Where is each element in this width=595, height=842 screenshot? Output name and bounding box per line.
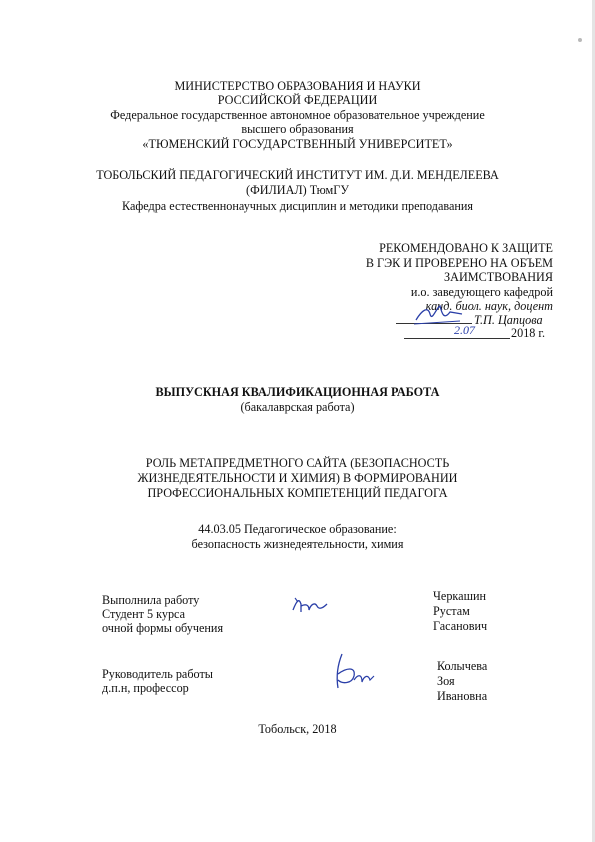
approval-position: и.о. заведующего кафедрой	[410, 285, 553, 299]
approval-date-rule	[404, 337, 510, 339]
author-given-name: Рустам	[433, 604, 470, 618]
author-study-form: очной формы обучения	[102, 621, 224, 635]
ministry-line-2: РОССИЙСКОЙ ФЕДЕРАЦИИ	[217, 93, 378, 107]
supervisor-signature	[328, 650, 380, 696]
university-name: «ТЮМЕНСКИЙ ГОСУДАРСТВЕННЫЙ УНИВЕРСИТЕТ»	[142, 137, 453, 151]
ministry-line-1: МИНИСТЕРСТВО ОБРАЗОВАНИЯ И НАУКИ	[174, 79, 421, 93]
education-level-line: высшего образования	[241, 122, 354, 136]
author-surname: Черкашин	[433, 589, 486, 603]
city-year: Тобольск, 2018	[258, 722, 337, 736]
department-name: Кафедра естественнонаучных дисциплин и методики преподавания	[121, 199, 474, 213]
thesis-title-line-2: ЖИЗНЕДЕЯТЕЛЬНОСТИ И ХИМИЯ) В ФОРМИРОВАНИИ	[137, 471, 458, 485]
approval-line-2: В ГЭК И ПРОВЕРЕНО НА ОБЪЕМ	[365, 256, 553, 270]
approval-degree: канд. биол. наук, доцент	[425, 299, 553, 313]
institute-name-line-2: (ФИЛИАЛ) ТюмГУ	[246, 183, 349, 197]
work-subtype: (бакалаврская работа)	[240, 400, 355, 414]
scan-speck	[578, 38, 582, 42]
supervisor-surname: Колычева	[437, 659, 488, 673]
approval-year: 2018 г.	[511, 326, 546, 340]
thesis-title-line-3: ПРОФЕССИОНАЛЬНЫХ КОМПЕТЕНЦИЙ ПЕДАГОГА	[147, 486, 448, 500]
approval-name: Т.П. Цапцова	[474, 313, 543, 327]
approval-line-3: ЗАИМСТВОВАНИЯ	[444, 270, 553, 284]
supervisor-role: Руководитель работы	[102, 667, 213, 681]
supervisor-degree: д.п.н, профессор	[102, 681, 189, 695]
author-signature	[289, 594, 331, 620]
thesis-title-line-1: РОЛЬ МЕТАПРЕДМЕТНОГО САЙТА (БЕЗОПАСНОСТЬ	[145, 456, 450, 470]
supervisor-given-name: Зоя	[437, 674, 455, 688]
author-role: Выполнила работу	[102, 593, 200, 607]
approval-line-1: РЕКОМЕНДОВАНО К ЗАЩИТЕ	[379, 241, 553, 255]
institute-name-line-1: ТОБОЛЬСКИЙ ПЕДАГОГИЧЕСКИЙ ИНСТИТУТ ИМ. Д.И. МЕНДЕЛЕЕВА	[96, 168, 499, 182]
specialty-line-1: 44.03.05 Педагогическое образование:	[198, 522, 397, 536]
supervisor-patronymic: Ивановна	[437, 689, 488, 703]
work-type: ВЫПУСКНАЯ КВАЛИФИКАЦИОННАЯ РАБОТА	[155, 385, 440, 399]
university-type-line: Федеральное государственное автономное образовательное учреждение	[110, 108, 485, 122]
author-course: Студент 5 курса	[102, 607, 186, 621]
specialty-line-2: безопасность жизнедеятельности, химия	[191, 537, 404, 551]
author-patronymic: Гасанович	[433, 619, 488, 633]
approval-date-handwritten: 2.07	[454, 323, 475, 337]
